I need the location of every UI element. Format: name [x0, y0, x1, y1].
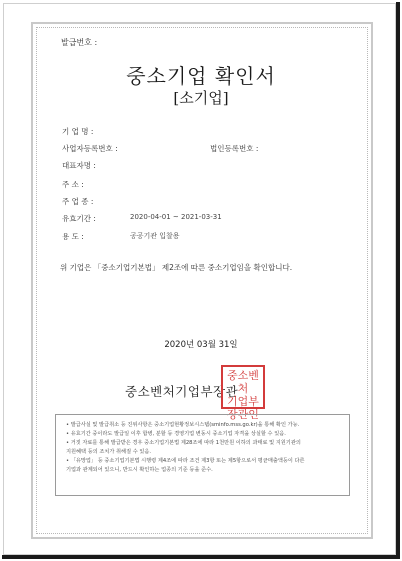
validity-value: 2020-04-01 ~ 2021-03-31	[130, 213, 222, 221]
issue-date: 2020년 03월 31일	[164, 340, 238, 350]
corp-reg-label: 법인등록번호 :	[210, 144, 259, 153]
issuer-name: 중소벤처기업부장관	[125, 384, 239, 399]
purpose-value: 공공기관 입찰용	[130, 232, 180, 240]
address-label: 주 소 :	[62, 180, 84, 189]
purpose-label: 용 도 :	[62, 232, 84, 241]
issue-number-label: 발급번호 :	[61, 38, 98, 47]
page-shadow-bottom	[2, 555, 400, 559]
document-title: 중소기업 확인서	[126, 64, 276, 88]
validity-label: 유효기간 :	[62, 214, 96, 223]
official-seal	[221, 365, 265, 421]
certification-statement: 위 기업은 「중소기업기본법」 제2조에 따른 중소기업임을 확인합니다.	[60, 263, 293, 272]
main-product-label: 주 업 종 :	[62, 197, 94, 206]
notes-box	[55, 414, 350, 496]
seal-line-1: 중소벤처	[227, 369, 259, 395]
note-line: • 거짓 자료를 통해 발급받은 경우 중소기업기본법 제28조에 따라 1천만원 이하의 과태료 및 지원기관의	[66, 440, 301, 446]
note-line: • 「유망업」 등 중소기업기본법 시행령 제4조에 따라 조건 제3항 또는 제5항으로서 평균매출액등이 다른	[66, 458, 305, 464]
seal-line-3: 장관인	[227, 408, 259, 421]
note-line: • 유효기간 중이라도 발급일 이후 합병, 분할 등 경영기업 변동시 중소기업 자격을 상실할 수 있음.	[66, 431, 286, 437]
note-line: 지원혜택 등의 조치가 취해질 수 있음.	[66, 449, 152, 455]
document-subtitle: [소기업]	[173, 89, 229, 107]
business-reg-label: 사업자등록번호 :	[62, 144, 118, 153]
representative-label: 대표자명 :	[62, 161, 96, 170]
company-name-label: 기 업 명 :	[62, 127, 94, 136]
note-line: • 발급사실 및 발급취소 등 진위사항은 중소기업현황정보시스템(sminfo.mss.go.kr)을 통해 확인 가능.	[66, 422, 300, 428]
note-line: 기업과 관계되어 있으니, 반드시 확인하는 업종의 기준 등을 준수.	[66, 467, 213, 473]
seal-line-2: 기업부	[227, 395, 259, 408]
